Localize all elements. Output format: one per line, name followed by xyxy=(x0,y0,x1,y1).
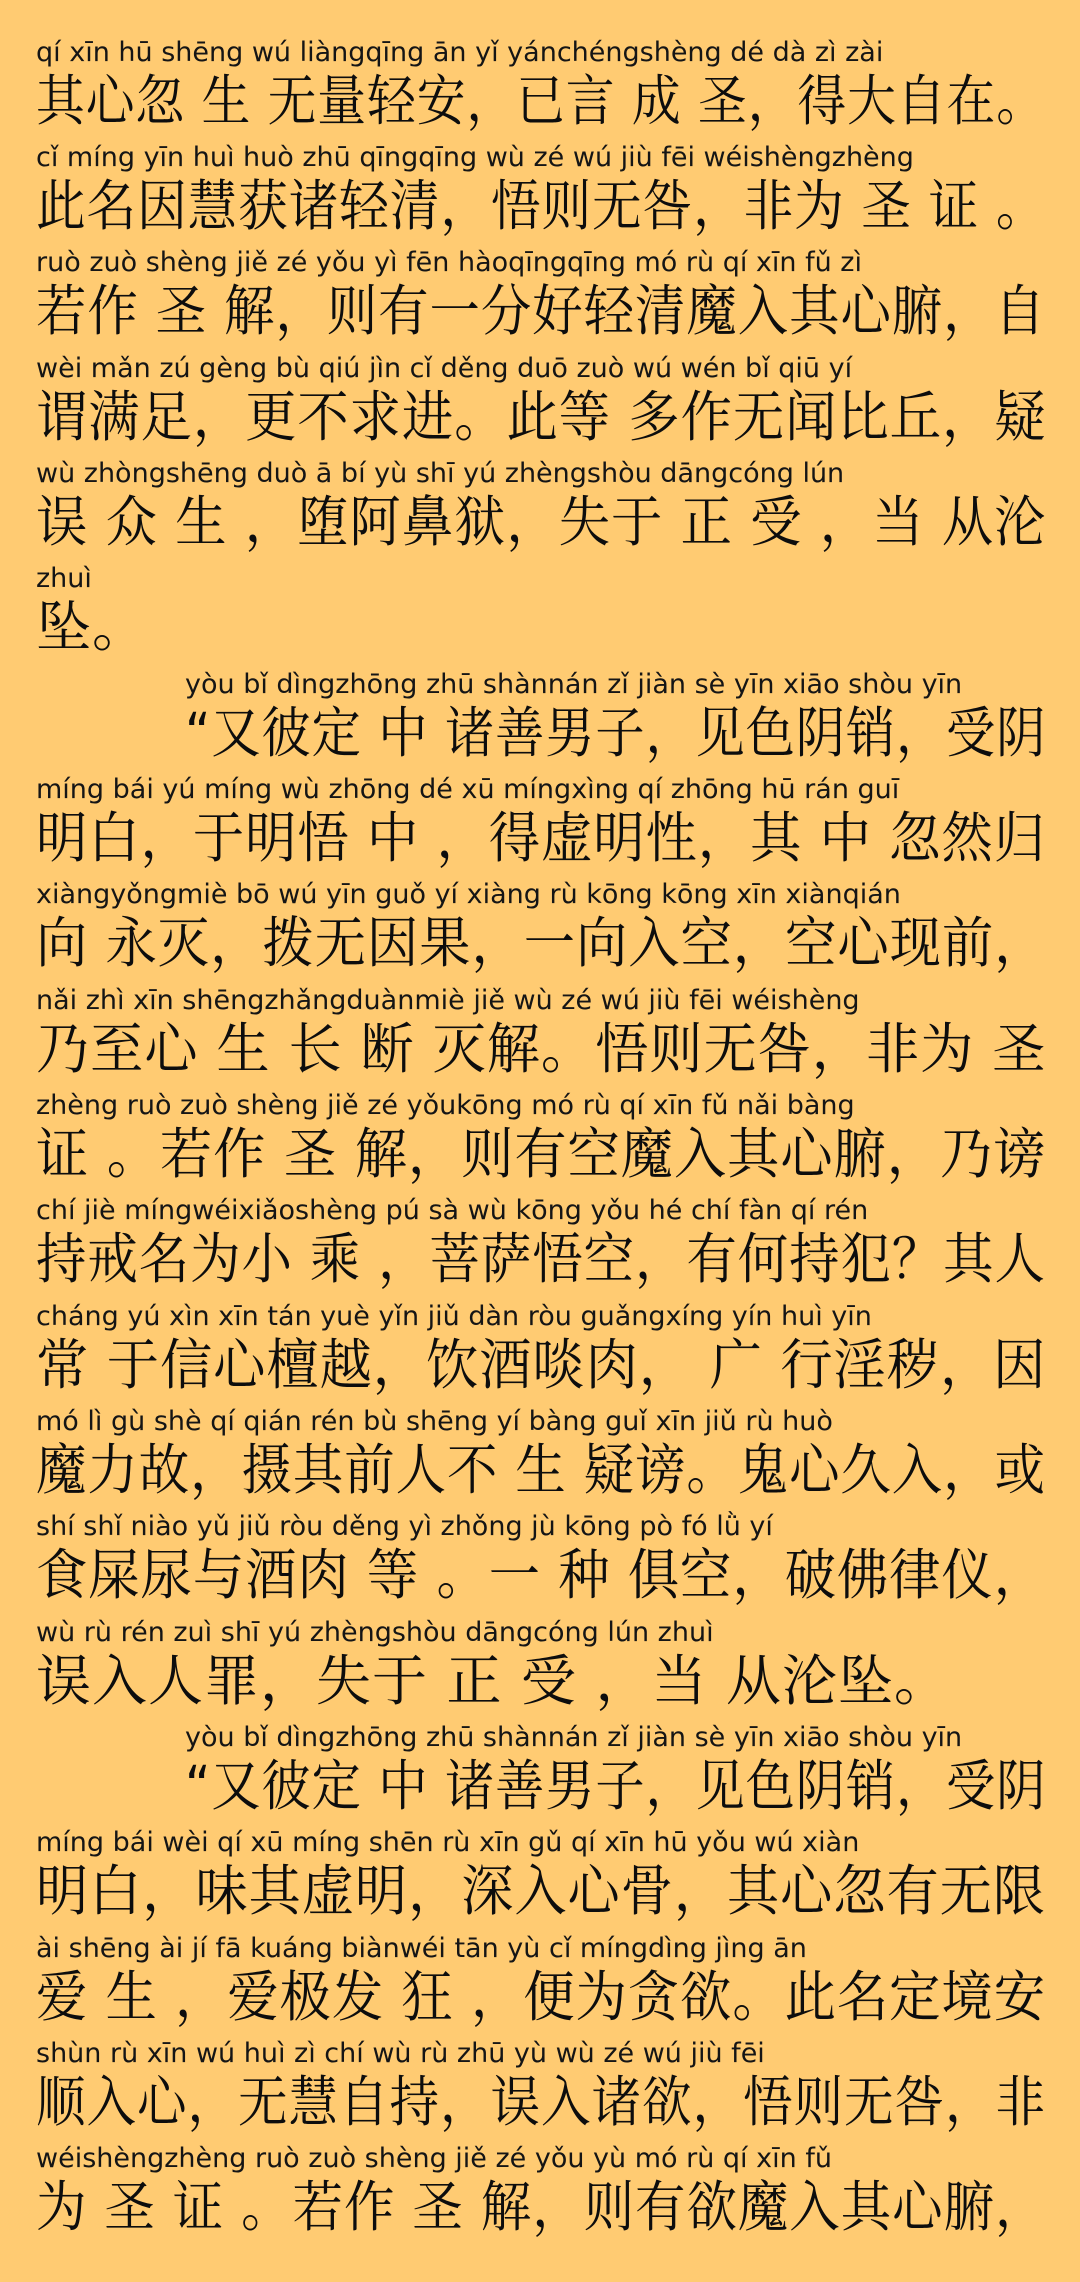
pinyin-row: zhèng ruò zuò shèng jiě zé yǒukōng mó rù qí xīn fǔ nǎi bàng xyxy=(36,1090,855,1121)
text-line xyxy=(36,2037,1046,2141)
pinyin-row: ruò zuò shèng jiě zé yǒu yì fēn hàoqīngqīng mó rù qí xīn fǔ zì xyxy=(36,247,862,278)
pinyin-row: cǐ míng yīn huì huò zhū qīngqīng wù zé wú jiù fēi wéishèngzhèng xyxy=(36,142,914,173)
text-line xyxy=(36,984,1046,1088)
pinyin-row: nǎi zhì xīn shēngzhǎngduànmiè jiě wù zé wú jiù fēi wéishèng xyxy=(36,985,860,1016)
text-line xyxy=(36,2142,1046,2246)
hanzi-row: 常 于信心檀越，饮酒啖肉， 广 行淫秽，因 xyxy=(36,1333,1047,1397)
hanzi-row: 误入人罪，失于 正 受 ，当 从沦坠。 xyxy=(36,1649,950,1713)
text-line xyxy=(185,1721,1046,1825)
pinyin-row: míng bái yú míng wù zhōng dé xū míngxìng qí zhōng hū rán guī xyxy=(36,774,900,805)
text-line xyxy=(36,1510,1046,1614)
hanzi-row: 向 永灭，拨无因果，一向入空，空心现前， xyxy=(36,911,1047,975)
hanzi-row: 若作 圣 解，则有一分好轻清魔入其心腑，自 xyxy=(36,279,1046,343)
hanzi-row: 爱 生 ，爱极发 狂 ，便为贪欲。此名定境安 xyxy=(36,1965,1046,2029)
text-line xyxy=(36,1405,1046,1509)
hanzi-row: 误 众 生 ，堕阿鼻狱，失于 正 受 ，当 从沦 xyxy=(36,490,1047,554)
hanzi-row: 魔力故，摄其前人不 生 疑谤。鬼心久入，或 xyxy=(36,1438,1046,1502)
hanzi-row: 此名因慧获诸轻清，悟则无咎，非为 圣 证 。 xyxy=(36,174,1047,238)
text-line xyxy=(185,668,1046,772)
pinyin-row: chí jiè míngwéixiǎoshèng pú sà wù kōng yǒu hé chí fàn qí rén xyxy=(36,1195,869,1226)
hanzi-row: 食屎尿与酒肉 等 。一 种 俱空，破佛律仪， xyxy=(36,1543,1046,1607)
pinyin-row: mó lì gù shè qí qián rén bù shēng yí bàng guǐ xīn jiǔ rù huò xyxy=(36,1406,833,1437)
text-line xyxy=(36,1932,1046,2036)
hanzi-row: 明白，于明悟 中 ，得虚明性，其 中 忽然归 xyxy=(36,806,1046,870)
hanzi-row: 乃至心 生 长 断 灭解。悟则无咎，非为 圣 xyxy=(36,1017,1047,1081)
pinyin-row: wù zhòngshēng duò ā bí yù shī yú zhèngshòu dāngcóng lún xyxy=(36,458,845,489)
pinyin-row: wéishèngzhèng ruò zuò shèng jiě zé yǒu yù mó rù qí xīn fǔ xyxy=(36,2143,832,2174)
text-line xyxy=(36,1194,1046,1298)
text-line xyxy=(36,562,1046,666)
text-line xyxy=(36,878,1046,982)
pinyin-row: wù rù rén zuì shī yú zhèngshòu dāngcóng lún zhuì xyxy=(36,1617,714,1648)
hanzi-row: 为 圣 证 。若作 圣 解，则有欲魔入其心腑， xyxy=(36,2175,1047,2239)
text-line xyxy=(36,352,1046,456)
text-line xyxy=(36,457,1046,561)
text-line xyxy=(36,1826,1046,1930)
pinyin-row: zhuì xyxy=(36,563,92,594)
hanzi-row: “又彼定 中 诸善男子，见色阴销，受阴 xyxy=(185,1754,1047,1818)
text-line xyxy=(36,1300,1046,1404)
hanzi-row: 证 。若作 圣 解，则有空魔入其心腑，乃谤 xyxy=(36,1122,1047,1186)
hanzi-row: 坠。 xyxy=(36,595,149,659)
pinyin-row: cháng yú xìn xīn tán yuè yǐn jiǔ dàn ròu guǎngxíng yín huì yīn xyxy=(36,1301,872,1332)
pinyin-row: shùn rù xīn wú huì zì chí wù rù zhū yù wù zé wú jiù fēi xyxy=(36,2038,765,2069)
pinyin-row: yòu bǐ dìngzhōng zhū shànnán zǐ jiàn sè yīn xiāo shòu yīn xyxy=(185,1722,963,1753)
hanzi-row: 明白，味其虚明，深入心骨，其心忽有无限 xyxy=(36,1859,1046,1923)
hanzi-row: 谓满足，更不求进。此等 多作无闻比丘，疑 xyxy=(36,385,1047,449)
hanzi-row: “又彼定 中 诸善男子，见色阴销，受阴 xyxy=(185,701,1047,765)
text-line xyxy=(36,1089,1046,1193)
pinyin-row: wèi mǎn zú gèng bù qiú jìn cǐ děng duō zuò wú wén bǐ qiū yí xyxy=(36,353,853,384)
pinyin-row: yòu bǐ dìngzhōng zhū shànnán zǐ jiàn sè yīn xiāo shòu yīn xyxy=(185,669,963,700)
pinyin-row: míng bái wèi qí xū míng shēn rù xīn gǔ qí xīn hū yǒu wú xiàn xyxy=(36,1827,860,1858)
hanzi-row: 其心忽 生 无量轻安，已言 成 圣，得大自在。 xyxy=(36,69,1046,133)
pinyin-row: xiàngyǒngmiè bō wú yīn guǒ yí xiàng rù kōng kōng xīn xiànqián xyxy=(36,879,901,910)
text-line xyxy=(36,773,1046,877)
pinyin-row: shí shǐ niào yǔ jiǔ ròu děng yì zhǒng jù kōng pò fó lǜ yí xyxy=(36,1511,773,1542)
hanzi-row: 持戒名为小 乘 ，菩萨悟空，有何持犯？其人 xyxy=(36,1227,1046,1291)
text-line xyxy=(36,246,1046,350)
hanzi-row: 顺入心，无慧自持，误入诸欲，悟则无咎，非 xyxy=(36,2070,1047,2134)
pinyin-row: ài shēng ài jí fā kuáng biànwéi tān yù cǐ míngdìng jìng ān xyxy=(36,1933,807,1964)
pinyin-row: qí xīn hū shēng wú liàngqīng ān yǐ yánchéngshèng dé dà zì zài xyxy=(36,37,884,68)
text-line xyxy=(36,36,1046,140)
text-line xyxy=(36,141,1046,245)
text-line xyxy=(36,1616,1046,1720)
